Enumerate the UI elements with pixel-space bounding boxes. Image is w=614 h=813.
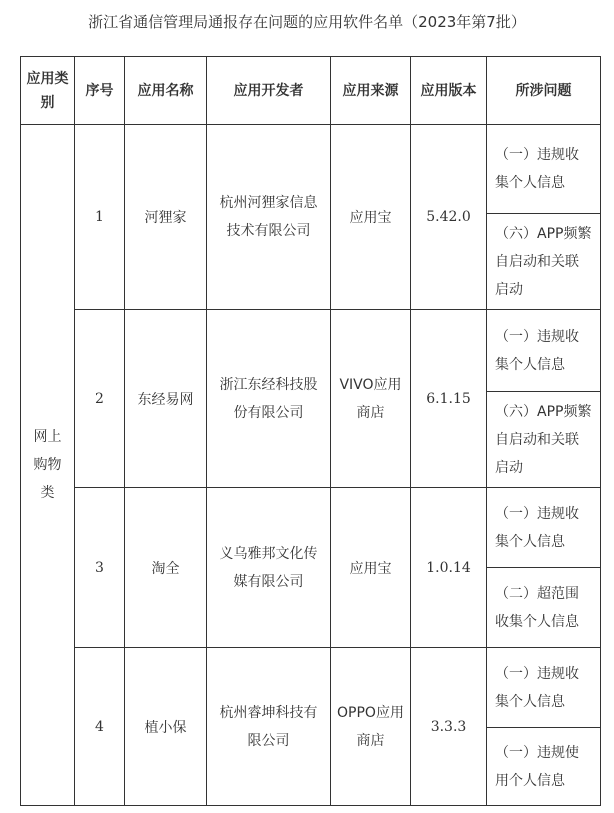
issue-cell: （一）违规收集个人信息: [487, 648, 601, 728]
seq-cell: 2: [75, 310, 125, 488]
developer-cell: [207, 125, 331, 310]
seq-cell: 1: [75, 125, 125, 310]
table-row: [21, 648, 601, 728]
developer-text: 杭州睿坤科技有限公司: [219, 704, 318, 749]
issue-cell: （一）违规收集个人信息: [487, 488, 601, 568]
table-row: [21, 125, 601, 214]
table-row: [21, 488, 601, 568]
source-text: VIVO应用商店: [339, 376, 402, 421]
category-cell: [21, 125, 75, 806]
developer-cell: [207, 310, 331, 488]
header-version: 应用版本: [411, 57, 487, 125]
app-list-table: [20, 56, 601, 806]
version-cell: 1.0.14: [411, 488, 487, 648]
seq-cell: 3: [75, 488, 125, 648]
issue-cell: （六）APP频繁自启动和关联启动: [487, 214, 601, 310]
header-name: 应用名称: [125, 57, 207, 125]
version-cell: 3.3.3: [411, 648, 487, 806]
app-name-cell: 淘全: [125, 488, 207, 648]
developer-text: 杭州河狸家信息技术有限公司: [219, 195, 318, 239]
developer-cell: [207, 488, 331, 648]
category-label: 网上购物类: [33, 429, 62, 501]
source-cell: [331, 648, 411, 806]
source-cell: 应用宝: [331, 488, 411, 648]
source-text: OPPO应用商店: [337, 704, 404, 749]
header-developer: 应用开发者: [207, 57, 331, 125]
developer-text: 浙江东经科技股份有限公司: [219, 376, 318, 421]
app-name-cell: 东经易网: [125, 310, 207, 488]
seq-cell: 4: [75, 648, 125, 806]
developer-cell: [207, 648, 331, 806]
issue-cell: （二）超范围收集个人信息: [487, 568, 601, 648]
developer-text: 义乌雅邦文化传媒有限公司: [219, 545, 318, 590]
header-issues: 所涉问题: [487, 57, 601, 125]
table-header-row: [21, 57, 601, 125]
issue-cell: （六）APP频繁自启动和关联启动: [487, 392, 601, 488]
version-cell: 6.1.15: [411, 310, 487, 488]
issue-cell: （一）违规使用个人信息: [487, 728, 601, 806]
header-seq: 序号: [75, 57, 125, 125]
header-source: 应用来源: [331, 57, 411, 125]
page-title: 浙江省通信管理局通报存在问题的应用软件名单（2023年第7批）: [88, 13, 526, 31]
app-name-cell: 河狸家: [125, 125, 207, 310]
source-cell: [331, 310, 411, 488]
app-name-cell: 植小保: [125, 648, 207, 806]
version-cell: 5.42.0: [411, 125, 487, 310]
table-row: [21, 310, 601, 392]
source-cell: 应用宝: [331, 125, 411, 310]
header-category: 应用类别: [21, 57, 75, 125]
issue-cell: （一）违规收集个人信息: [487, 125, 601, 214]
issue-cell: （一）违规收集个人信息: [487, 310, 601, 392]
